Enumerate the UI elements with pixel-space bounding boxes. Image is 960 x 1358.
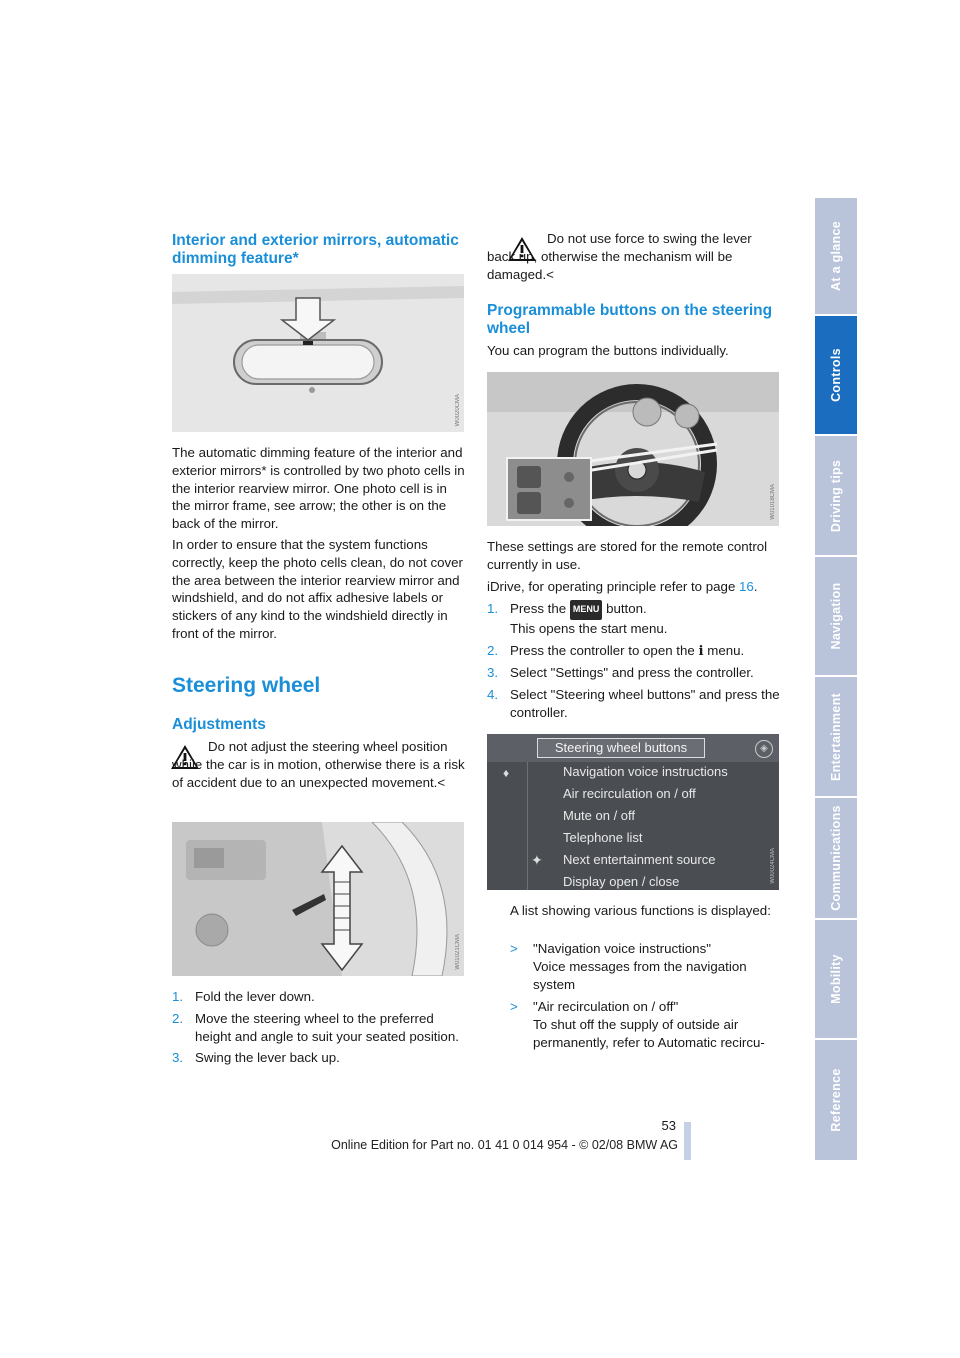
step-item: 1. Press the MENU button. This opens the start menu. — [487, 601, 668, 636]
programmable-intro: You can program the buttons individually. — [487, 343, 729, 358]
controller-icon: ◈ — [755, 740, 773, 758]
screen-menu-item[interactable]: Next entertainment source — [563, 852, 716, 867]
page-link[interactable]: 16 — [739, 579, 754, 594]
tab-at-a-glance[interactable]: At a glance — [815, 198, 857, 314]
edition-line: Online Edition for Part no. 01 41 0 014 954 - © 02/08 BMW AG — [331, 1138, 678, 1152]
page-number: 53 — [661, 1118, 676, 1133]
programmable-buttons-heading: Programmable buttons on the steering wheel — [487, 302, 773, 337]
footer-bar — [684, 1122, 691, 1160]
mirror-illustration — [172, 274, 464, 432]
list-item: > "Navigation voice instructions" Voice messages from the navigation system — [510, 941, 747, 992]
selection-star-icon: ✦ — [531, 852, 543, 868]
adjustments-heading: Adjustments — [172, 716, 266, 733]
steering-wheel-heading: Steering wheel — [172, 674, 321, 697]
lever-illustration — [172, 822, 464, 976]
step-item: 1. Fold the lever down. — [172, 989, 315, 1004]
screen-menu-item[interactable]: Mute on / off — [563, 808, 636, 823]
step-item: 3. Swing the lever back up. — [172, 1050, 340, 1066]
steering-wheel-illustration — [487, 372, 779, 526]
list-item: > "Air recirculation on / off" To shut off the supply of outside air permanently, refer to Automatic recircu- — [510, 999, 765, 1050]
settings-paragraph: These settings are stored for the remote control currently in use. — [487, 539, 768, 572]
step-item: 2. Press the controller to open the i menu. — [487, 642, 745, 659]
screen-title: Steering wheel buttons — [537, 738, 705, 758]
adjust-steps — [172, 988, 467, 1071]
screen-menu-item[interactable]: Display open / close — [563, 874, 680, 889]
step-item: 4. Select "Steering wheel buttons" and press the controller. — [487, 687, 780, 720]
image-code: W01018CMA — [770, 484, 776, 520]
idrive-screen — [487, 734, 779, 890]
tab-entertainment[interactable]: Entertainment — [815, 677, 857, 796]
tab-mobility[interactable]: Mobility — [815, 920, 857, 1038]
screen-menu-item[interactable]: Navigation voice instructions — [563, 764, 728, 779]
image-code: W0020CMA — [455, 393, 461, 426]
menu-button-icon: MENU — [570, 600, 603, 620]
adjust-warning: Do not adjust the steering wheel position while the car is in motion, otherwise there is a risk of accident due to an unexpected movement.< — [172, 739, 465, 790]
screen-menu-item[interactable]: Air recirculation on / off — [563, 786, 696, 801]
mirror-paragraph-1: The automatic dimming feature of the interior and exterior mirrors* is controlled by two photo cells in the interior rearview mirror. One photo cell is in the mirror frame, see arrow; the other is on the back of the mirror. — [172, 445, 465, 532]
image-code: W00024CMA — [770, 848, 776, 884]
tab-controls[interactable]: Controls — [815, 316, 857, 434]
function-list — [510, 940, 782, 1057]
screen-divider — [527, 762, 528, 890]
step-item: 2. Move the steering wheel to the preferred height and angle to suit your seated position. — [172, 1010, 459, 1044]
tab-navigation[interactable]: Navigation — [815, 557, 857, 675]
scroll-up-icon: ♦ — [503, 766, 510, 780]
lever-warning: Do not use force to swing the lever back up, otherwise the mechanism will be damaged.< — [487, 231, 752, 282]
step-item: 3. Select "Settings" and press the controller. — [487, 665, 754, 681]
info-icon: i — [698, 643, 704, 659]
program-steps — [487, 600, 782, 726]
tab-communications[interactable]: Communications — [815, 798, 857, 918]
tab-driving-tips[interactable]: Driving tips — [815, 436, 857, 555]
list-intro: A list showing various functions is displayed: — [510, 903, 771, 918]
screen-menu-item[interactable]: Telephone list — [563, 830, 643, 845]
mirror-paragraph-2: In order to ensure that the system functions correctly, keep the photo cells clean, do not cover the area between the interior rearview mirror and windshield, and do not affix adhesive labels or stickers of any kind to the windshield directly in front of the mirror. — [172, 537, 463, 641]
tab-reference[interactable]: Reference — [815, 1040, 857, 1160]
image-code: W01021CMA — [455, 934, 461, 970]
idrive-reference: iDrive, for operating principle refer to page 16. — [487, 579, 758, 594]
mirrors-heading: Interior and exterior mirrors, automatic dimming feature* — [172, 232, 459, 267]
